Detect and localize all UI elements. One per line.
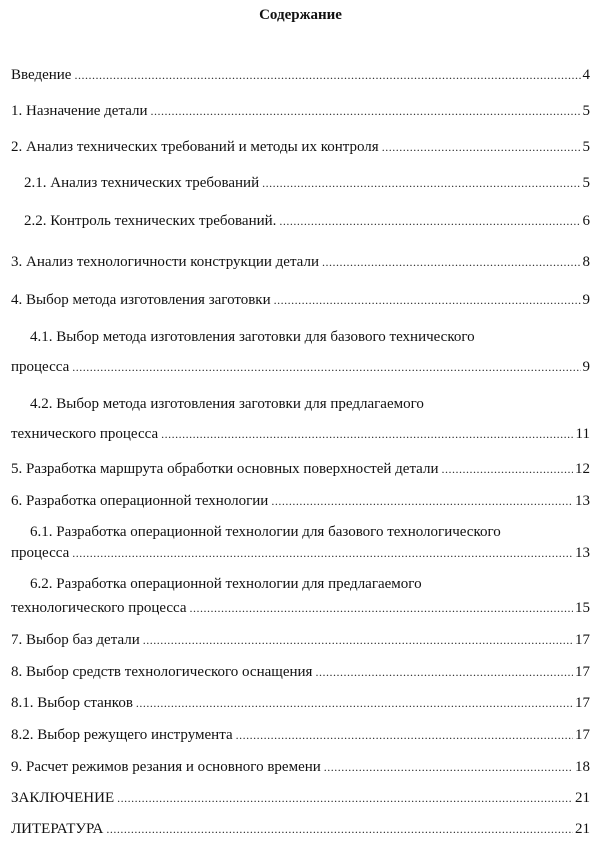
page-title: Содержание bbox=[259, 7, 342, 23]
toc-entry-7 bbox=[11, 629, 590, 651]
toc-entry-6-2 bbox=[11, 597, 590, 619]
dot-leader bbox=[72, 542, 573, 564]
dot-leader bbox=[442, 458, 574, 480]
toc-page-number: 9 bbox=[582, 359, 590, 375]
toc-page-number: 4 bbox=[582, 67, 590, 83]
dot-leader bbox=[271, 490, 573, 512]
toc-entry-text: 4. Выбор метода изготовления заготовки bbox=[11, 292, 271, 308]
dot-leader bbox=[236, 724, 573, 746]
dot-leader bbox=[279, 210, 580, 232]
toc-entry-introduction bbox=[11, 64, 590, 86]
toc-entry-literature bbox=[11, 818, 590, 840]
toc-entry-text: ЛИТЕРАТУРА bbox=[11, 821, 104, 837]
toc-entry-4-2-line1: 4.2. Выбор метода изготовления заготовки для предлагаемого bbox=[30, 396, 424, 412]
toc-entry-2-2 bbox=[24, 210, 590, 232]
toc-page-number: 5 bbox=[582, 103, 590, 119]
toc-entry-text: ЗАКЛЮЧЕНИЕ bbox=[11, 790, 115, 806]
toc-entry-text: технологического процесса bbox=[11, 600, 187, 616]
toc-page-number: 13 bbox=[575, 545, 590, 561]
toc-page-number: 12 bbox=[575, 461, 590, 477]
dot-leader bbox=[324, 756, 573, 778]
dot-leader bbox=[106, 818, 573, 840]
toc-entry-text: процесса bbox=[11, 359, 70, 375]
toc-entry-5 bbox=[11, 458, 590, 480]
dot-leader bbox=[382, 136, 581, 158]
toc-page-number: 11 bbox=[575, 426, 590, 442]
toc-entry-4 bbox=[11, 289, 590, 311]
toc-page-number: 15 bbox=[575, 600, 590, 616]
toc-entry-text: 8.1. Выбор станков bbox=[11, 695, 133, 711]
toc-entry-6-1-line1: 6.1. Разработка операционной технологии для базового технологического bbox=[30, 524, 501, 540]
dot-leader bbox=[74, 64, 580, 86]
toc-page-number: 18 bbox=[575, 759, 590, 775]
dot-leader bbox=[117, 787, 573, 809]
toc-entry-text: 8.2. Выбор режущего инструмента bbox=[11, 727, 233, 743]
dot-leader bbox=[262, 172, 580, 194]
toc-entry-6-2-line1: 6.2. Разработка операционной технологии для предлагаемого bbox=[30, 576, 422, 592]
dot-leader bbox=[136, 692, 573, 714]
toc-entry-9 bbox=[11, 756, 590, 778]
toc-entry-6-1 bbox=[11, 542, 590, 564]
toc-entry-2-1 bbox=[24, 172, 590, 194]
toc-entry-4-1-line1: 4.1. Выбор метода изготовления заготовки для базового технического bbox=[30, 329, 475, 345]
toc-page-number: 13 bbox=[575, 493, 590, 509]
toc-entry-text: 6. Разработка операционной технологии bbox=[11, 493, 269, 509]
toc-entry-text: технического процесса bbox=[11, 426, 159, 442]
dot-leader bbox=[315, 661, 573, 683]
toc-entry-conclusion bbox=[11, 787, 590, 809]
toc-entry-text: 1. Назначение детали bbox=[11, 103, 148, 119]
toc-page-number: 17 bbox=[575, 632, 590, 648]
toc-page-number: 21 bbox=[575, 821, 590, 837]
toc-entry-6 bbox=[11, 490, 590, 512]
dot-leader bbox=[151, 100, 581, 122]
toc-entry-text: Введение bbox=[11, 67, 72, 83]
toc-entry-text: 2.1. Анализ технических требований bbox=[24, 175, 260, 191]
dot-leader bbox=[274, 289, 581, 311]
toc-entry-3 bbox=[11, 251, 590, 273]
toc-entry-text: 9. Расчет режимов резания и основного времени bbox=[11, 759, 321, 775]
dot-leader bbox=[190, 597, 573, 619]
toc-entry-8-2 bbox=[11, 724, 590, 746]
toc-page-number: 17 bbox=[575, 664, 590, 680]
toc-entry-text: 8. Выбор средств технологического оснащения bbox=[11, 664, 313, 680]
toc-entry-text: 5. Разработка маршрута обработки основных поверхностей детали bbox=[11, 461, 439, 477]
toc-page-number: 17 bbox=[575, 695, 590, 711]
toc-entry-text: процесса bbox=[11, 545, 70, 561]
toc-entry-4-1 bbox=[11, 356, 590, 378]
toc-page-number: 17 bbox=[575, 727, 590, 743]
toc-entry-1 bbox=[11, 100, 590, 122]
toc-entry-text: 7. Выбор баз детали bbox=[11, 632, 140, 648]
toc-page-number: 9 bbox=[582, 292, 590, 308]
dot-leader bbox=[143, 629, 573, 651]
toc-entry-8 bbox=[11, 661, 590, 683]
toc-entry-4-2 bbox=[11, 423, 590, 445]
toc-page-number: 5 bbox=[582, 139, 590, 155]
dot-leader bbox=[72, 356, 580, 378]
toc-entry-text: 2. Анализ технических требований и методы их контроля bbox=[11, 139, 379, 155]
toc-page-number: 8 bbox=[582, 254, 590, 270]
toc-entry-2 bbox=[11, 136, 590, 158]
toc-page-number: 21 bbox=[575, 790, 590, 806]
dot-leader bbox=[322, 251, 581, 273]
toc-entry-8-1 bbox=[11, 692, 590, 714]
toc-entry-text: 3. Анализ технологичности конструкции детали bbox=[11, 254, 319, 270]
toc-page-number: 6 bbox=[582, 213, 590, 229]
toc-page-number: 5 bbox=[582, 175, 590, 191]
toc-entry-text: 2.2. Контроль технических требований. bbox=[24, 213, 277, 229]
dot-leader bbox=[161, 423, 573, 445]
